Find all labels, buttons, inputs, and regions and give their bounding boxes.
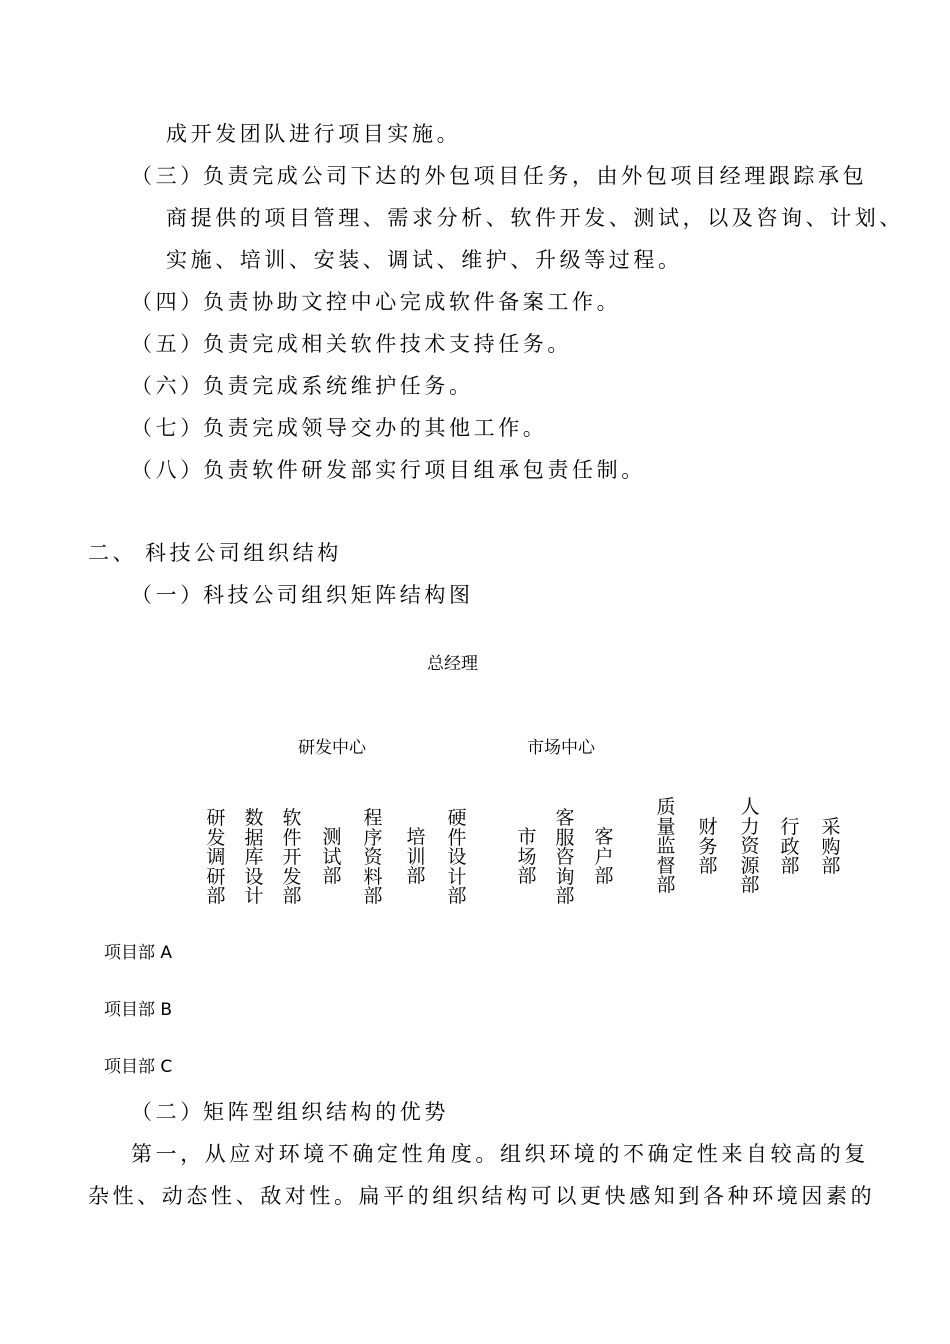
duty-item-8-number: （八） <box>131 458 205 482</box>
org-dept: 采购部 <box>821 816 841 877</box>
org-dept: 行政部 <box>780 816 800 877</box>
org-project-c: 项目部 C <box>104 1057 173 1077</box>
org-dept: 数据库设计 <box>244 807 264 907</box>
subsection-1-heading: 科技公司组织矩阵结构图 <box>203 583 474 607</box>
org-dept: 硬件设计部 <box>447 807 467 907</box>
org-project-a: 项目部 A <box>104 943 173 963</box>
duty-item-6: 负责完成系统维护任务。 <box>203 374 474 398</box>
org-dept: 人力资源部 <box>740 796 760 896</box>
duty-continuation: 成开发团队进行项目实施。 <box>166 122 462 146</box>
org-dept: 客户部 <box>594 826 614 887</box>
org-top-general-manager: 总经理 <box>427 654 478 674</box>
duty-item-3-number: （三） <box>131 164 205 188</box>
duty-item-3-line-2: 商提供的项目管理、需求分析、软件开发、测试，以及咨询、计划、 <box>166 206 904 230</box>
org-center-rd: 研发中心 <box>298 738 366 758</box>
org-dept: 测试部 <box>322 826 342 887</box>
duty-item-7: 负责完成领导交办的其他工作。 <box>203 416 548 440</box>
section-2-number: 二、 <box>88 541 138 565</box>
org-dept: 市场部 <box>517 826 537 887</box>
org-dept: 研发调研部 <box>206 807 226 907</box>
org-dept: 客服咨询部 <box>555 807 575 907</box>
subsection-2-heading: 矩阵型组织结构的优势 <box>203 1100 449 1124</box>
subsection-1-number: （一） <box>131 583 205 607</box>
duty-item-6-number: （六） <box>131 374 205 398</box>
duty-item-5: 负责完成相关软件技术支持任务。 <box>203 332 572 356</box>
section-2-heading: 科技公司组织结构 <box>145 541 342 565</box>
duty-item-4: 负责协助文控中心完成软件备案工作。 <box>203 290 622 314</box>
org-dept: 培训部 <box>406 826 426 887</box>
org-dept: 软件开发部 <box>282 807 302 907</box>
org-center-market: 市场中心 <box>527 738 595 758</box>
subsection-2-number: （二） <box>131 1100 205 1124</box>
duty-item-7-number: （七） <box>131 416 205 440</box>
duty-item-5-number: （五） <box>131 332 205 356</box>
paragraph-line-1: 第一，从应对环境不确定性角度。组织环境的不确定性来自较高的复 <box>131 1142 869 1166</box>
org-dept: 程序资料部 <box>363 807 383 907</box>
duty-item-3-line-3: 实施、培训、安装、调试、维护、升级等过程。 <box>166 248 683 272</box>
duty-item-4-number: （四） <box>131 290 205 314</box>
org-dept: 质量监督部 <box>656 796 676 896</box>
duty-item-3-line-1: 负责完成公司下达的外包项目任务，由外包项目经理跟踪承包 <box>203 164 868 188</box>
paragraph-line-2: 杂性、动态性、敌对性。扁平的组织结构可以更快感知到各种环境因素的 <box>88 1184 876 1208</box>
org-project-b: 项目部 B <box>104 1000 173 1020</box>
org-dept: 财务部 <box>698 816 718 877</box>
duty-item-8: 负责软件研发部实行项目组承包责任制。 <box>203 458 646 482</box>
